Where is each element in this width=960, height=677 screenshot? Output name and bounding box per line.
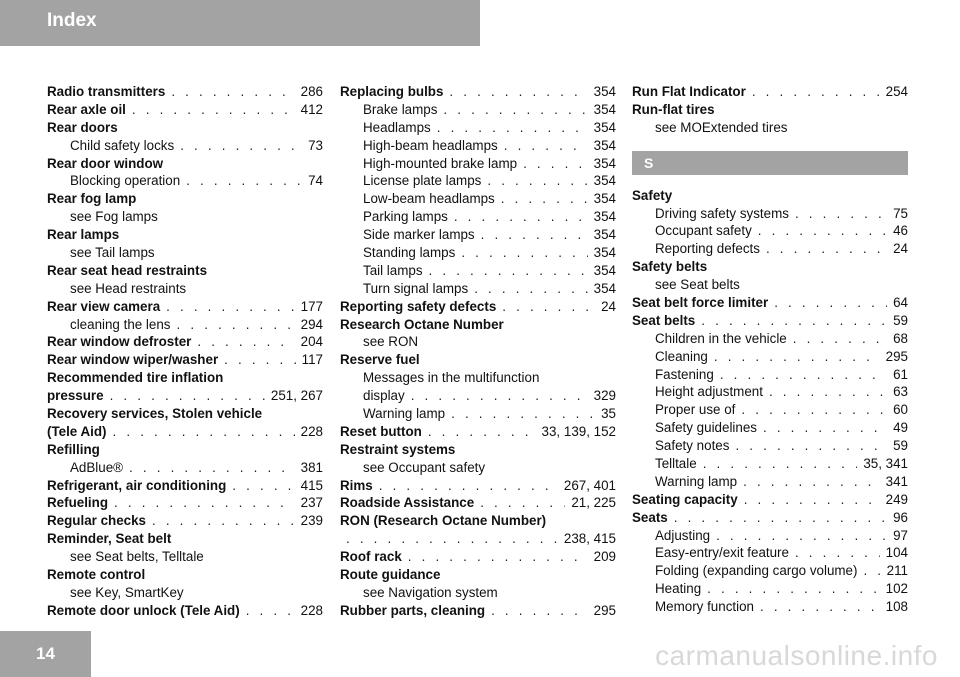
- entry-term: Seat belts: [632, 312, 696, 328]
- index-entry: [47, 369, 323, 387]
- entry-term: Recovery services, Stolen vehicle: [47, 406, 263, 422]
- index-subentry: [47, 208, 323, 226]
- entry-term: Safety notes: [655, 438, 730, 454]
- index-column-3: [632, 83, 908, 616]
- dot-leader: [752, 83, 880, 101]
- entry-term: Occupant safety: [655, 223, 752, 239]
- entry-term: Parking lamps: [363, 209, 448, 225]
- entry-term: Roof rack: [340, 549, 402, 565]
- index-subentry: [632, 562, 908, 580]
- entry-pages: 68: [893, 330, 908, 346]
- entry-pages: 228: [300, 602, 323, 618]
- index-entry: [47, 387, 323, 405]
- entry-term: Tail lamps: [363, 262, 423, 278]
- entry-pages: 238, 415: [563, 531, 616, 547]
- index-entry: [47, 226, 323, 244]
- entry-pages: 60: [893, 402, 908, 418]
- entry-term: Route guidance: [340, 567, 441, 583]
- index-subentry: [632, 205, 908, 223]
- entry-pages: 354: [593, 209, 616, 225]
- watermark: carmanualsonline.info: [655, 640, 938, 671]
- index-subentry: [47, 584, 323, 602]
- index-subentry: [632, 240, 908, 258]
- index-entry: [340, 298, 616, 316]
- entry-term: Rear lamps: [47, 227, 120, 243]
- entry-term: High-beam headlamps: [363, 137, 498, 153]
- index-entry: [340, 602, 616, 620]
- entry-pages: 228: [300, 423, 323, 439]
- dot-leader: [177, 316, 295, 334]
- index-subentry: [340, 584, 616, 602]
- index-entry: [340, 477, 616, 495]
- entry-pages: 64: [893, 295, 908, 311]
- entry-term: Telltale: [655, 456, 697, 472]
- entry-pages: 354: [593, 119, 616, 135]
- index-subentry: [340, 101, 616, 119]
- entry-term: Recommended tire inflation: [47, 370, 224, 386]
- index-entry: [340, 441, 616, 459]
- index-subentry: [632, 276, 908, 294]
- dot-leader: [232, 477, 294, 495]
- dot-leader: [714, 348, 880, 366]
- index-subentry: [340, 119, 616, 137]
- header-bar: [0, 0, 480, 46]
- index-column-1: [47, 83, 323, 620]
- dot-leader: [743, 473, 880, 491]
- entry-term: Fastening: [655, 366, 714, 382]
- dot-leader: [491, 602, 588, 620]
- dot-leader: [763, 419, 887, 437]
- entry-term: Folding (expanding cargo volume): [655, 563, 858, 579]
- entry-term: see Fog lamps: [70, 209, 158, 225]
- entry-term: Adjusting: [655, 527, 711, 543]
- entry-term: Warning lamp: [363, 406, 446, 422]
- section-header: S: [632, 151, 908, 175]
- index-entry: [47, 298, 323, 316]
- entry-term: Remote door unlock (Tele Aid): [47, 602, 240, 618]
- page-number-box: [0, 631, 91, 677]
- index-entry: [340, 83, 616, 101]
- entry-term: Reminder, Seat belt: [47, 531, 172, 547]
- dot-leader: [674, 509, 887, 527]
- index-entry: [632, 258, 908, 276]
- entry-pages: 21, 225: [571, 495, 616, 511]
- dot-leader: [180, 137, 302, 155]
- entry-pages: 251, 267: [270, 388, 323, 404]
- dot-leader: [152, 512, 295, 530]
- entry-pages: 209: [593, 549, 616, 565]
- index-entry: [47, 351, 323, 369]
- dot-leader: [346, 530, 558, 548]
- entry-term: Rims: [340, 477, 373, 493]
- entry-pages: 354: [593, 137, 616, 153]
- dot-leader: [701, 312, 887, 330]
- entry-term: Regular checks: [47, 513, 146, 529]
- entry-pages: 73: [308, 137, 323, 153]
- index-entry: [47, 512, 323, 530]
- dot-leader: [114, 494, 295, 512]
- dot-leader: [129, 459, 295, 477]
- entry-term: Radio transmitters: [47, 84, 166, 99]
- dot-leader: [481, 226, 588, 244]
- entry-term: Memory function: [655, 599, 754, 615]
- entry-term: (Tele Aid): [47, 423, 107, 439]
- entry-term: Rear seat head restraints: [47, 262, 208, 278]
- entry-term: see Tail lamps: [70, 245, 155, 261]
- dot-leader: [501, 190, 588, 208]
- index-subentry: [340, 333, 616, 351]
- index-entry: [632, 491, 908, 509]
- dot-leader: [443, 101, 587, 119]
- entry-pages: 35, 341: [863, 456, 908, 472]
- entry-term: Run Flat Indicator: [632, 84, 746, 99]
- index-subentry: [47, 316, 323, 334]
- index-entry: [47, 119, 323, 137]
- entry-term: Height adjustment: [655, 384, 763, 400]
- dot-leader: [451, 405, 595, 423]
- entry-pages: 59: [893, 438, 908, 454]
- entry-term: Side marker lamps: [363, 227, 475, 243]
- entry-term: see MOExtended tires: [655, 119, 788, 135]
- index-subentry: [340, 387, 616, 405]
- entry-term: Rear doors: [47, 119, 118, 135]
- index-subentry: [632, 455, 908, 473]
- index-subentry: [47, 548, 323, 566]
- entry-term: Run-flat tires: [632, 101, 715, 117]
- entry-pages: 61: [893, 366, 908, 382]
- index-subentry: [47, 280, 323, 298]
- index-subentry: [47, 244, 323, 262]
- index-subentry: [632, 330, 908, 348]
- dot-leader: [720, 366, 887, 384]
- dot-leader: [523, 155, 588, 173]
- entry-pages: 354: [593, 227, 616, 243]
- dot-leader: [795, 205, 887, 223]
- index-subentry: [340, 137, 616, 155]
- entry-term: Research Octane Number: [340, 316, 504, 332]
- dot-leader: [437, 119, 588, 137]
- entry-pages: 354: [593, 101, 616, 117]
- entry-pages: 46: [893, 223, 908, 239]
- entry-term: Safety guidelines: [655, 420, 757, 436]
- entry-term: Seats: [632, 509, 668, 525]
- entry-pages: 354: [593, 155, 616, 171]
- index-entry: [632, 83, 908, 101]
- entry-term: Driving safety systems: [655, 205, 789, 221]
- index-entry: [340, 530, 616, 548]
- entry-pages: 108: [885, 599, 908, 615]
- entry-term: display: [363, 388, 405, 404]
- index-entry: [47, 155, 323, 173]
- dot-leader: [429, 262, 588, 280]
- index-subentry: [340, 262, 616, 280]
- entry-term: AdBlue®: [70, 459, 124, 475]
- dot-leader: [774, 294, 887, 312]
- entry-term: see Navigation system: [363, 584, 498, 600]
- entry-pages: 415: [300, 477, 323, 493]
- entry-term: see Seat belts: [655, 277, 740, 293]
- entry-term: Restraint systems: [340, 441, 456, 457]
- index-entry: [47, 441, 323, 459]
- entry-pages: 97: [893, 527, 908, 543]
- index-subentry: [632, 119, 908, 137]
- dot-leader: [741, 401, 887, 419]
- index-entry: [47, 530, 323, 548]
- index-entry: [47, 566, 323, 584]
- entry-term: Refueling: [47, 495, 109, 511]
- dot-leader: [461, 244, 587, 262]
- entry-pages: 117: [301, 352, 323, 368]
- index-subentry: [632, 348, 908, 366]
- dot-leader: [454, 208, 588, 226]
- entry-pages: 102: [885, 581, 908, 597]
- index-entry: [340, 566, 616, 584]
- entry-pages: 295: [593, 602, 616, 618]
- entry-pages: 295: [885, 348, 908, 364]
- entry-term: Rear window defroster: [47, 334, 192, 350]
- dot-leader: [166, 298, 295, 316]
- index-entry: [47, 190, 323, 208]
- entry-pages: 75: [893, 205, 908, 221]
- index-entry: [47, 262, 323, 280]
- index-entry: [47, 423, 323, 441]
- dot-leader: [428, 423, 536, 441]
- index-entry: [47, 101, 323, 119]
- entry-pages: 286: [300, 84, 323, 99]
- entry-term: see Head restraints: [70, 280, 187, 296]
- dot-leader: [246, 602, 295, 620]
- dot-leader: [707, 580, 880, 598]
- entry-term: cleaning the lens: [70, 316, 171, 332]
- entry-term: Standing lamps: [363, 245, 456, 261]
- entry-term: Low-beam headlamps: [363, 191, 495, 207]
- dot-leader: [197, 333, 294, 351]
- index-subentry: [632, 401, 908, 419]
- entry-term: Blocking operation: [70, 173, 181, 189]
- index-entry: [340, 494, 616, 512]
- entry-pages: 249: [885, 491, 908, 507]
- index-subentry: [632, 598, 908, 616]
- dot-leader: [132, 101, 295, 119]
- index-entry: [47, 333, 323, 351]
- entry-term: Refrigerant, air conditioning: [47, 477, 227, 493]
- entry-term: Reset button: [340, 423, 422, 439]
- entry-term: Rear view camera: [47, 298, 161, 314]
- index-subentry: [632, 437, 908, 455]
- entry-pages: 177: [300, 298, 323, 314]
- entry-term: Child safety locks: [70, 137, 175, 153]
- entry-pages: 354: [593, 191, 616, 207]
- index-subentry: [340, 244, 616, 262]
- entry-pages: 59: [893, 312, 908, 328]
- entry-pages: 96: [893, 509, 908, 525]
- entry-term: Rear axle oil: [47, 101, 126, 117]
- index-subentry: [47, 459, 323, 477]
- index-entry: [47, 477, 323, 495]
- dot-leader: [769, 383, 887, 401]
- index-subentry: [340, 369, 616, 387]
- entry-pages: 33, 139, 152: [541, 423, 616, 439]
- index-entry: [340, 351, 616, 369]
- index-entry: [340, 512, 616, 530]
- index-entry: [632, 312, 908, 330]
- dot-leader: [863, 562, 880, 580]
- index-entry: [340, 316, 616, 334]
- entry-pages: 63: [893, 384, 908, 400]
- entry-term: License plate lamps: [363, 173, 482, 189]
- entry-pages: 49: [893, 420, 908, 436]
- entry-term: Children in the vehicle: [655, 330, 787, 346]
- dot-leader: [766, 240, 887, 258]
- index-subentry: [340, 459, 616, 477]
- index-entry: [632, 294, 908, 312]
- index-subentry: [632, 383, 908, 401]
- dot-leader: [716, 527, 887, 545]
- index-entry: [47, 83, 323, 101]
- dot-leader: [224, 351, 295, 369]
- dot-leader: [474, 280, 587, 298]
- index-subentry: [632, 473, 908, 491]
- dot-leader: [113, 423, 295, 441]
- entry-term: High-mounted brake lamp: [363, 155, 518, 171]
- entry-term: Easy-entry/exit feature: [655, 545, 789, 561]
- entry-pages: 354: [593, 84, 616, 99]
- entry-pages: 24: [893, 241, 908, 257]
- dot-leader: [760, 598, 880, 616]
- entry-pages: 74: [308, 173, 323, 189]
- dot-leader: [379, 477, 558, 495]
- dot-leader: [449, 83, 587, 101]
- page-number: 14: [36, 644, 55, 663]
- entry-pages: 354: [593, 262, 616, 278]
- entry-term: Heating: [655, 581, 702, 597]
- index-entry: [47, 494, 323, 512]
- entry-pages: 239: [300, 513, 323, 529]
- index-subentry: [47, 172, 323, 190]
- index-entry: [47, 405, 323, 423]
- index-subentry: [632, 527, 908, 545]
- entry-term: Turn signal lamps: [363, 280, 469, 296]
- dot-leader: [793, 330, 887, 348]
- dot-leader: [502, 298, 595, 316]
- index-subentry: [340, 226, 616, 244]
- entry-term: Cleaning: [655, 348, 708, 364]
- entry-pages: 267, 401: [563, 477, 616, 493]
- entry-term: Reporting defects: [655, 241, 760, 257]
- entry-term: Rear door window: [47, 155, 164, 171]
- entry-term: Messages in the multifunction: [363, 370, 540, 386]
- entry-pages: 381: [300, 459, 323, 475]
- index-entry: [340, 423, 616, 441]
- dot-leader: [110, 387, 265, 405]
- dot-leader: [411, 387, 588, 405]
- index-subentry: [632, 366, 908, 384]
- entry-pages: 24: [601, 298, 616, 314]
- entry-term: RON (Research Octane Number): [340, 513, 547, 529]
- dot-leader: [186, 172, 302, 190]
- entry-pages: 329: [593, 388, 616, 404]
- entry-pages: 104: [885, 545, 908, 561]
- index-subentry: [340, 280, 616, 298]
- entry-term: pressure: [47, 388, 104, 404]
- dot-leader: [487, 172, 587, 190]
- index-subentry: [340, 208, 616, 226]
- index-subentry: [632, 222, 908, 240]
- index-subentry: [47, 137, 323, 155]
- entry-term: Brake lamps: [363, 101, 438, 117]
- entry-term: Proper use of: [655, 402, 736, 418]
- entry-pages: 35: [601, 406, 616, 422]
- entry-pages: 204: [300, 334, 323, 350]
- entry-term: see RON: [363, 334, 419, 350]
- index-subentry: [340, 172, 616, 190]
- entry-term: Seating capacity: [632, 491, 738, 507]
- entry-pages: 354: [593, 245, 616, 261]
- index-subentry: [340, 190, 616, 208]
- entry-term: Safety belts: [632, 259, 708, 275]
- entry-term: see Seat belts, Telltale: [70, 549, 204, 565]
- entry-pages: 254: [885, 84, 908, 99]
- dot-leader: [744, 491, 880, 509]
- dot-leader: [480, 494, 565, 512]
- entry-pages: 211: [886, 563, 908, 579]
- entry-term: Seat belt force limiter: [632, 295, 769, 311]
- dot-leader: [758, 222, 887, 240]
- index-entry: [340, 548, 616, 566]
- entry-pages: 412: [300, 101, 323, 117]
- entry-term: Rubber parts, cleaning: [340, 602, 486, 618]
- entry-pages: 237: [300, 495, 323, 511]
- index-column-2: [340, 83, 616, 620]
- entry-term: Reserve fuel: [340, 352, 420, 368]
- entry-pages: 341: [885, 473, 908, 489]
- entry-term: Reporting safety defects: [340, 298, 497, 314]
- page-title: Index: [47, 10, 97, 31]
- index-subentry: [340, 155, 616, 173]
- index-entry: [632, 509, 908, 527]
- dot-leader: [703, 455, 858, 473]
- entry-term: Rear window wiper/washer: [47, 352, 219, 368]
- entry-pages: 354: [593, 173, 616, 189]
- index-subentry: [632, 544, 908, 562]
- entry-term: Replacing bulbs: [340, 84, 444, 99]
- entry-term: see Occupant safety: [363, 459, 486, 475]
- dot-leader: [735, 437, 887, 455]
- entry-pages: 354: [593, 280, 616, 296]
- entry-term: see Key, SmartKey: [70, 584, 184, 600]
- entry-term: Warning lamp: [655, 473, 738, 489]
- index-entry: [632, 187, 908, 205]
- entry-term: Refilling: [47, 441, 100, 457]
- index-entry: [47, 602, 323, 620]
- entry-term: Roadside Assistance: [340, 495, 475, 511]
- dot-leader: [504, 137, 588, 155]
- dot-leader: [795, 544, 880, 562]
- index-subentry: [340, 405, 616, 423]
- entry-term: Safety: [632, 187, 673, 203]
- dot-leader: [408, 548, 588, 566]
- entry-term: Remote control: [47, 567, 146, 583]
- index-entry: [632, 101, 908, 119]
- dot-leader: [171, 83, 294, 101]
- entry-term: Rear fog lamp: [47, 191, 137, 207]
- entry-pages: 294: [300, 316, 323, 332]
- index-subentry: [632, 580, 908, 598]
- index-subentry: [632, 419, 908, 437]
- entry-term: Headlamps: [363, 119, 431, 135]
